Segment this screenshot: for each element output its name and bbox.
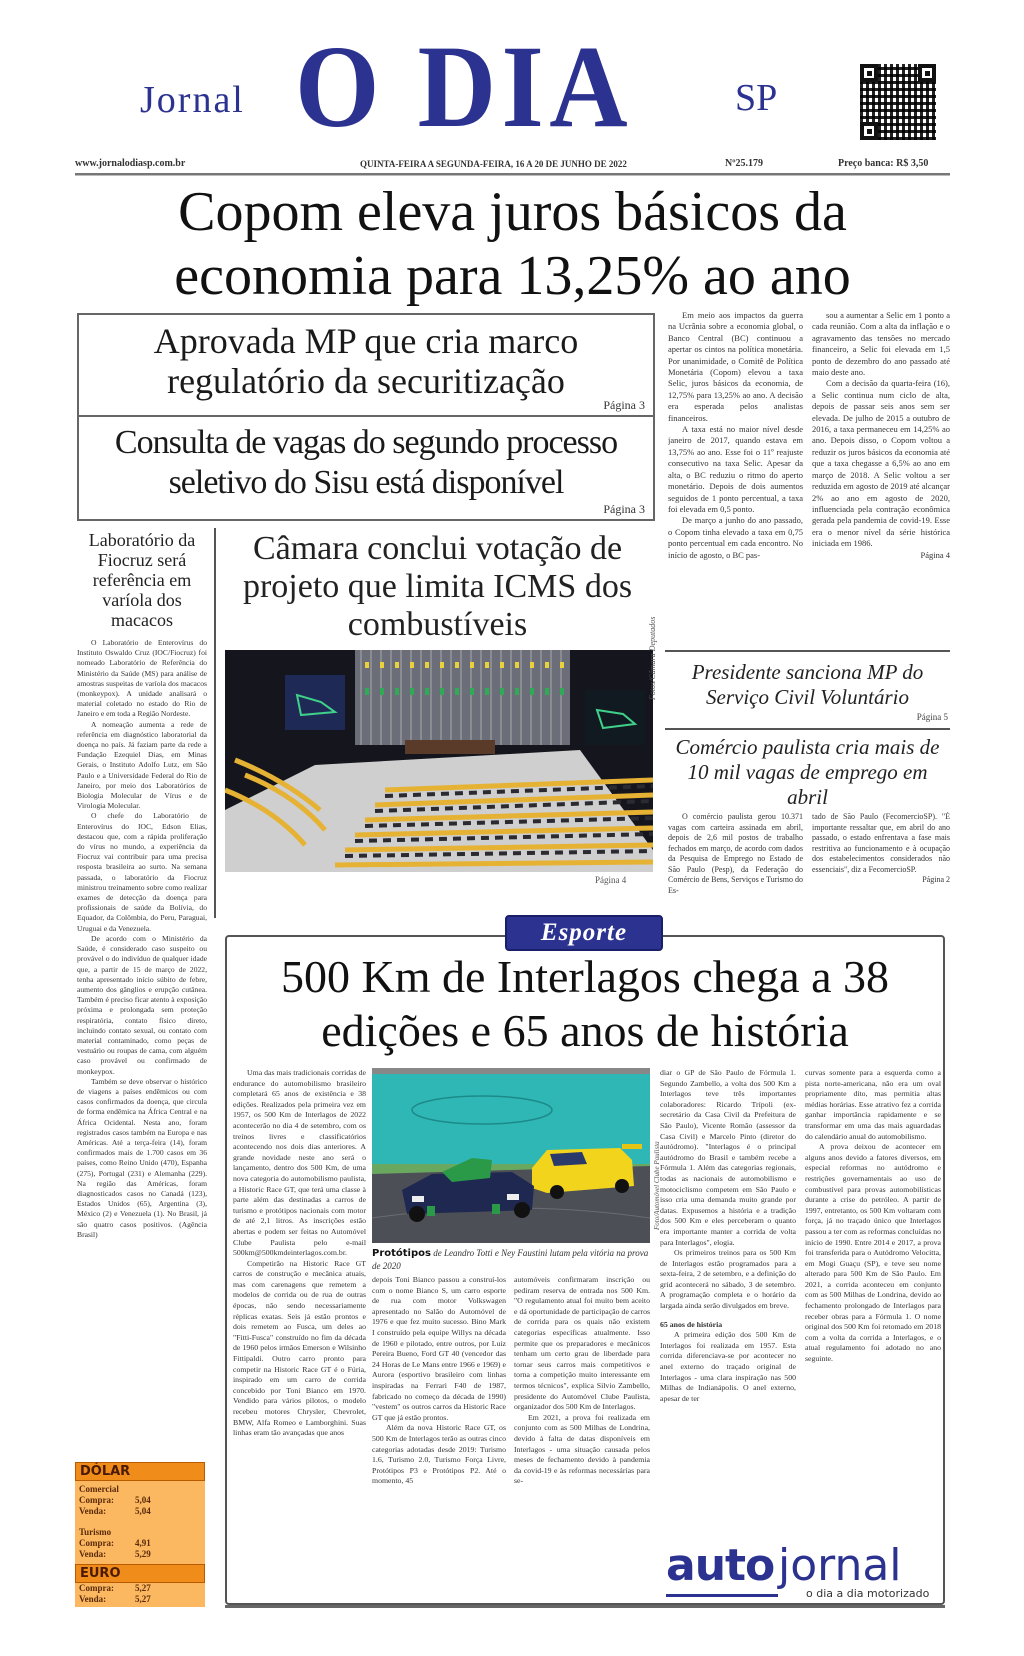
esporte-col3 [514, 1275, 650, 1487]
label: Comercial [79, 1484, 119, 1494]
paragraph: A prova deixou de acontecer em alguns anos devido a fatores diversos, em especial reformas no autódromo e restrições governamentais ao uso de combustível para provas automobilísticas durante a crise do petróleo. A partir de 1997, entretanto, os 500 Km voltaram com força, já no traçado único que Interlagos passou a ter com as reformas concluídas no início de 1990. Entre 2014 e 2017, a prova foi transferida para o Autódromo Velocitta, em Mogi Guaçu (SP), e teve seu nome alterado para 500 Km de São Paulo. Em 2021, a corrida aconteceu em conjunto com as 500 Milhas de Londrina, devido ao fechamento prolongado de Interlagos para receber obras para a Fórmula 1. O nome original dos 500 Km foi retomado em 2018 com a volta da corrida a Interlagos, e o atual regulamento foi adotado no ano seguinte. [805, 1142, 941, 1364]
boxed-headline: Aprovada MP que cria marco regulatório da securitização [153, 321, 579, 401]
esporte-col4 [660, 1068, 796, 1404]
photo-credit: Fotos/Câmara Deputados [648, 616, 657, 700]
paragraph: diar o GP de São Paulo de Fórmula 1. Segundo Zambello, a volta dos 500 Km a Interlagos teve três importantes colaboradores: Ricardo Trípoli (ex-secretário da Casa Civil da Prefeitura de São Paulo), Vicente Romão (assessor da Casa Civil) e Marcelo Pinto (diretor do autódromo). "Interlagos é o principal autódromo do Brasil e também recebe a Fórmula 1. Além das categorias regionais, todas as nacionais de automobilismo e motociclismo competem em São Paulo e isso cria uma demanda muito grande por datas. Expusemos a história e a tradição dos 500 Km e eles perceberam o quanto era importante manter a corrida de volta para Interlagos", elogia. [660, 1068, 796, 1247]
fiocruz-headline[interactable]: Laboratório da Fiocruz será referência em varíola dos macacos [88, 530, 196, 630]
value: 5,04 [135, 1495, 151, 1505]
dolar-turismo-compra [75, 1538, 205, 1549]
dolar-comercial-label [75, 1484, 205, 1495]
paragraph: sou a aumentar a Selic em 1 ponto a cada reunião. Com a alta da inflação e o agravamento das tensões no mercado financeiro, a Selic foi elevada em 1,5 ponto de dezembro do ano passado até maio deste ano. [812, 310, 950, 378]
issue-date: QUINTA-FEIRA A SEGUNDA-FEIRA, 16 A 20 DE JUNHO DE 2022 [360, 159, 627, 169]
esporte-col5 [805, 1068, 941, 1365]
photo-caption [372, 1247, 650, 1272]
copom-article-col1 [668, 310, 803, 561]
caption-title: Protótipos [372, 1248, 431, 1259]
paragraph: Os primeiros treinos para os 500 Km de Interlagos estão programados para a sexta-feira, 2 de setembro, e a definição do grid acontecerá no sábado, 3 de setembro. A programação completa e o horário da largada ainda serão divulgados em breve. [660, 1248, 796, 1311]
currency-box [75, 1462, 205, 1607]
bottom-divider [225, 1605, 945, 1608]
masthead-divider [75, 173, 950, 176]
paragraph: depois Toni Bianco passou a construí-los com o nome Bianco S, um carro esporte de rua com motor Volkswagen apresentado no Salão do Automóvel de 1976 e que fez muito sucesso. Bino Mark I construído pela equipe Willys na década de 1960 e pilotado, entre outros, por Luiz Pereira Bueno, Ford GT 40 (vencedor das 24 Horas de Le Mans entre 1966 e 1969) e Aurora (esportivo brasileiro com linhas inspiradas na Ferrari F40 de 1987, fabricado no começo da década de 1990) "vestem" os outros carros da Historic Race GT que já estão prontos. [372, 1275, 506, 1422]
label: Compra: [79, 1538, 114, 1548]
price: Preço banca: R$ 3,50 [838, 158, 929, 169]
qr-code-icon[interactable] [858, 62, 938, 142]
comercio-col2 [812, 812, 950, 886]
paragraph: O chefe do Laboratório de Enterovírus do IOC, Edson Elias, destacou que, com a rápida proliferação do vírus no mundo, a experiência da Fiocruz vai contribuir para uma precisa resposta brasileira ao surto. Na semana passada, o laboratório da Fiocruz ministrou treinamento sobre como realizar exames de detecção da doença para profissionais de saúde da Bolívia, do Equador, da Colômbia, do Peru, Paraguai, Uruguai e da Venezuela. [77, 811, 207, 933]
paragraph: Com a decisão da quarta-feira (16), a Selic continua num ciclo de alta, depois de passar seis anos sem ser elevada. De julho de 2015 a outubro de 2016, a taxa permaneceu em 14,25% ao ano. Depois disso, o Copom voltou a reduzir os juros básicos da economia até que a taxa chegasse a 6,5% ao ano em março de 2018. A Selic voltou a ser reduzida em agosto de 2019 até alcançar 2% ao ano em agosto de 2020, influenciada pela contração econômica gerada pela pandemia de covid-19. Esse era o menor nível da série histórica iniciada em 1986. [812, 378, 950, 549]
boxed-headline: Consulta de vagas do segundo processo seletivo do Sisu está disponível [114, 424, 618, 501]
label: Venda: [79, 1594, 107, 1604]
label: Venda: [79, 1549, 107, 1559]
paragraph: Competirão na Historic Race GT carros de construção e mecânica atuais, mas com carenagens que remetem a modelos de corrida ou de rua de outras épocas, não sendo necessariamente réplicas exatas. Seis já estão prontos e dois remetem ao Fusca, um deles ao "Fitti-Fusca" construído no fim da década de 1960 pelos irmãos Emerson e Wilsinho Fittipaldi. Outro carro pronto para competir na Historic Race GT é o Fúria, inspirado em um carro de corrida concebido por Toni Bianco em 1970. Vendido para vários pilotos, o modelo recebeu motores Chrysler, Chevrolet, BMW, Alfa Romeo e Lamborghini. Suas linhas eram tão avançadas que anos [233, 1258, 366, 1438]
paragraph: De março a junho do ano passado, o Copom tinha elevado a taxa em 0,75 ponto percentual em cada encontro. No início de agosto, o BC pas- [668, 515, 803, 560]
paragraph: O Laboratório de Enterovírus do Instituto Oswaldo Cruz (IOC/Fiocruz) foi nomeado Laboratório de Referência do Ministério da Saúde (MS) para análise de amostras suspeitas de varíola dos macacos (monkeypox). A unidade analisará o material coletado no estado do Rio de Janeiro e em toda a Região Nordeste. [77, 638, 207, 719]
qr-finder-icon [860, 122, 878, 140]
edition-number: Nº25.179 [725, 158, 764, 169]
page-reference: Página 3 [603, 502, 645, 516]
paragraph: Também se deve observar o histórico de viagens a países endêmicos ou com casos confirmados da doença, que circula de forma endêmica na África Central e na África Ocidental. Nesta ano, foram registrados casos também na Europa e nas Américas. Até a terça-feira (14), foram confirmados mais de 1.700 casos em 36 países, como Reino Unido (470), Espanha (275), Portugal (231) e Alemanha (229). Na região das Américas, foram diagnosticados casos no Canadá (123), Estados Unidos (65), Argentina (3), México (2) e Venezuela (1). No Brasil, já são quatro casos positivos. (Agência Brasil) [77, 1076, 207, 1239]
paragraph: A nomeação aumenta a rede de referência em diagnóstico laboratorial da doença no país. Já faziam parte da rede a Fundação Ezequiel Dias, em Minas Gerais, o Instituto Adolfo Lutz, em São Paulo e a Universidade Federal do Rio de Janeiro, por meio dos Laboratórios de Biologia Molecular de Vírus e de Virologia Molecular. [77, 719, 207, 811]
paragraph: De acordo com o Ministério da Saúde, é considerado caso suspeito ou provável o do indivíduo de qualquer idade que, a partir de 15 de março de 2022, tenha apresentado início súbito de febre, aumento dos gânglios e erupção cutânea. Também é preciso ficar atento à exposição próxima e prolongada sem proteção respiratória, contato físico direto, incluindo contato sexual, ou contato com material contaminado, como peças de vestuário ou roupas de cama, com alguém caso provável ou confirmado de monkeypox. [77, 933, 207, 1076]
ad-brand-bold: auto [666, 1540, 775, 1591]
masthead-prefix: Jornal [140, 79, 245, 121]
masthead-suffix: SP [735, 77, 778, 119]
copom-article-col2 [812, 310, 950, 561]
camara-headline[interactable]: Câmara conclui votação de projeto que limita ICMS dos combustíveis [242, 530, 633, 643]
qr-finder-icon [918, 64, 936, 82]
page-reference: Página 3 [603, 398, 645, 412]
race-cars-illustration [372, 1068, 650, 1243]
paragraph: tado de São Paulo (FecomercioSP). "É importante ressaltar que, em abril do ano passado, o estado enfrentava a fase mais restritiva ao funcionamento e à ocupação dos estabelecimentos considerados não essenciais", diz a FecomercioSP. [812, 812, 950, 874]
page-reference: Página 4 [595, 875, 627, 885]
paragraph: Em 2021, a prova foi realizada em conjunto com as 500 Milhas de Londrina, devido à falta de datas disponíveis em Interlagos - uma situação causada pelos meses de fechamento devido à pandemia da covid-19 e às reformas necessárias para se- [514, 1412, 650, 1486]
column-divider [214, 528, 216, 918]
section-divider [665, 650, 950, 652]
ad-tagline: o dia a dia motorizado [806, 1587, 930, 1600]
main-headline[interactable]: Copom eleva juros básicos da economia para 13,25% ao ano [174, 181, 851, 307]
value: 5,04 [135, 1506, 151, 1516]
page-reference: Página 2 [922, 875, 950, 884]
value: 4,91 [135, 1538, 151, 1548]
page-reference: Página 5 [916, 712, 948, 722]
esporte-headline[interactable]: 500 Km de Interlagos chega a 38 edições e 65 anos de história [280, 951, 890, 1056]
ad-underline [666, 1594, 778, 1597]
euro-header: EURO [75, 1564, 205, 1583]
autojornal-ad[interactable] [660, 1540, 942, 1602]
label: Compra: [79, 1583, 114, 1593]
dolar-comercial-compra [75, 1495, 205, 1506]
label: Turismo [79, 1527, 112, 1537]
esporte-col1 [233, 1068, 366, 1439]
comercio-headline[interactable]: Comércio paulista cria mais de 10 mil vagas de emprego em abril [675, 735, 940, 809]
ad-brand-light: jornal [778, 1540, 902, 1591]
paragraph: Além da nova Historic Race GT, os 500 Km de Interlagos terão as outras cinco categorias adotadas desde 2019: Turismo 1.6, Turismo 2.0, Turismo Força Livre, Protótipos P3 e Protótipos P2. Até o momento, 45 [372, 1423, 506, 1486]
paragraph: automóveis confirmaram inscrição ou pediram reserva de entrada nos 500 Km. "O regulamento atual foi muito bem aceito e dá oportunidade de participação de carros de corrida para os quais não existem categorias específicas atualmente. Isso permite que os preparadores e mecânicos tenham um certo grau de liberdade para tornar seus carros mais competitivos e torna a competição muito interessante em termos técnicos", explica Silvio Zambello, presidente do Automóvel Clube Paulista, organizador dos 500 Km de Interlagos. [514, 1275, 650, 1412]
newspaper-title[interactable]: O DIA [295, 21, 634, 152]
paragraph: Uma das mais tradicionais corridas de endurance do automobilismo brasileiro completará 65 anos de existência e 38 edições. Realizados pela primeira vez em 1957, os 500 Km de Interlagos de 2022 acontecerão no dia 4 de setembro, com os treinos livres e classificatórios acontecendo nos dois dias anteriores. A grande novidade neste ano será o lançamento, dentro dos 500 Km, de uma nova categoria do automobilismo paulista, a Historic Race GT, que terá uma classe à parte além das destinadas a carros de turismo e protótipos nacionais com motor de até 2,1 litros. As inscrições estão abertas e podem ser feitas no Automóvel Clube Paulista pelo e-mail 500km@500kmdeinterlagos.com.br. [233, 1068, 366, 1258]
euro-compra [75, 1583, 205, 1594]
esporte-col2 [372, 1275, 506, 1487]
label: Compra: [79, 1495, 114, 1505]
paragraph: A taxa está no maior nível desde janeiro de 2017, quando estava em 13,75% ao ano. Esse foi o 11º reajuste consecutivo na taxa Selic. Apesar da alta, o BC reduziu o ritmo do aperto monetário. Depois de dois aumentos seguidos de 1 ponto percentual, a taxa foi elevada em 0,5 ponto. [668, 424, 803, 514]
plenary-illustration [225, 650, 653, 872]
value: 5,27 [135, 1594, 151, 1604]
euro-venda [75, 1594, 205, 1605]
comercio-col1 [668, 812, 803, 896]
servico-civil-headline[interactable]: Presidente sanciona MP do Serviço Civil Voluntário [691, 660, 924, 709]
qr-finder-icon [860, 64, 878, 82]
paragraph: curvas somente para a esquerda como a pista norte-americana, não era um oval propriamente dito, mas permitia altas médias horárias. Esse atrativo fez a corrida ganhar importância rapidamente e se transformar em uma das mais aguardadas do calendário anual do automobilismo. [805, 1068, 941, 1141]
paragraph: A primeira edição dos 500 Km de Interlagos foi realizada em 1957. Esta corrida diferenciava-se por acontecer no anel externo do traçado original de Interlagos - uma clara inspiração nas 500 Milhas de Indianápolis. O anel externo, apesar de ter [660, 1330, 796, 1403]
value: 5,29 [135, 1549, 151, 1559]
caption-text: de Leandro Totti e Ney Faustini lutam pela vitória na prova de 2020 [372, 1248, 649, 1271]
dolar-header: DÓLAR [75, 1462, 205, 1481]
website-link[interactable]: www.jornalodiasp.com.br [75, 158, 186, 169]
fiocruz-article [77, 638, 207, 1240]
camara-plenary-photo[interactable] [225, 650, 653, 872]
page-reference: Página 4 [920, 549, 950, 560]
boxed-story-securitizacao[interactable] [77, 313, 655, 417]
dolar-turismo-venda [75, 1549, 205, 1560]
paragraph: O comércio paulista gerou 10.371 vagas com carteira assinada em abril, depois de 2,6 mil postos de trabalho fechados em março, de acordo com dados da Pesquisa de Emprego no Estado de São Paulo (Pesp), da Federação do Comércio de Bens, Serviços e Turismo do Es- [668, 812, 803, 895]
section-divider [665, 728, 950, 730]
photo-credit: Foto/Automóvel Clube Paulista [653, 1141, 661, 1230]
race-photo[interactable] [372, 1068, 650, 1243]
subheading: 65 anos de história [660, 1319, 723, 1329]
dolar-turismo-label [75, 1527, 205, 1538]
value: 5,27 [135, 1583, 151, 1593]
paragraph: Em meio aos impactos da guerra na Ucrânia sobre a economia global, o Banco Central (BC) continuou a apertar os cintos na política monetária. Por unanimidade, o Comitê de Política Monetária (Copom) elevou a taxa Selic, juros básicos da economia, de 12,75% para 13,25% ao ano. A decisão era esperada pelos analistas financeiros. [668, 310, 803, 423]
label: Venda: [79, 1506, 107, 1516]
dolar-comercial-venda [75, 1506, 205, 1517]
esporte-tag[interactable]: Esporte [505, 915, 663, 951]
boxed-story-sisu[interactable] [77, 417, 655, 521]
